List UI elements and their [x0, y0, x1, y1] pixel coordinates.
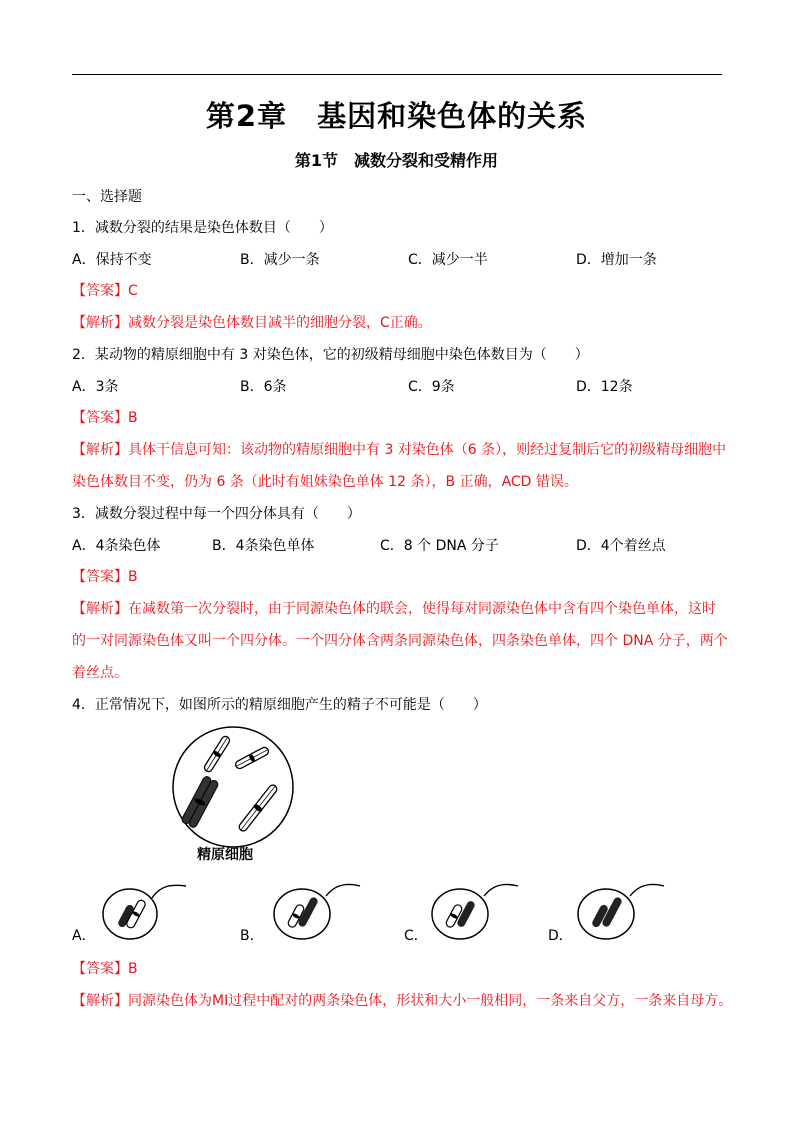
- question-4-stem: 4．正常情况下，如图所示的精原细胞产生的精子不可能是（ ）: [72, 697, 487, 713]
- chapter-title: 第2章 基因和染色体的关系: [205, 99, 588, 133]
- question-2-stem: 2．某动物的精原细胞中有 3 对染色体，它的初级精母细胞中染色体数目为（ ）: [72, 347, 589, 363]
- figure-caption: 精原细胞: [197, 847, 253, 863]
- header-rule: [72, 74, 722, 75]
- question-3-answer: 【答案】B: [72, 569, 138, 585]
- question-1-option-c: C．减少一半: [408, 252, 488, 268]
- question-1-option-d: D．增加一条: [576, 252, 657, 268]
- question-2-option-b: B．6条: [240, 379, 287, 395]
- question-4-answer: 【答案】B: [72, 961, 138, 977]
- question-2-option-c: C．9条: [408, 379, 455, 395]
- question-3-option-a: A．4条染色体: [72, 538, 161, 554]
- sperm-option-a-figure: [100, 880, 190, 942]
- sperm-option-d-figure: [574, 880, 666, 942]
- question-3-option-b: B．4条染色单体: [212, 538, 315, 554]
- question-1-answer: 【答案】C: [72, 283, 138, 299]
- question-4-option-b: B．: [240, 928, 264, 944]
- question-3-analysis-line-1: 【解析】在减数第一次分裂时，由于同源染色体的联会，使得每对同源染色体中含有四个染色单体，这时: [72, 601, 716, 617]
- question-3-option-c: C．8 个 DNA 分子: [380, 538, 499, 554]
- question-4-option-d: D．: [548, 928, 573, 944]
- question-4-option-c: C．: [404, 928, 428, 944]
- question-3-analysis-line-3: 着丝点。: [72, 665, 128, 681]
- question-1-analysis: 【解析】减数分裂是染色体数目减半的细胞分裂，C正确。: [72, 315, 432, 331]
- sperm-option-c-figure: [428, 880, 520, 942]
- question-4-option-a: A．: [72, 928, 96, 944]
- question-4-analysis: 【解析】同源染色体为MI过程中配对的两条染色体，形状和大小一般相同，一条来自父方，一条来自母方。: [72, 993, 733, 1009]
- section-title: 第1节 减数分裂和受精作用: [294, 151, 499, 170]
- question-3-option-d: D．4个着丝点: [576, 538, 666, 554]
- sperm-option-b-figure: [270, 880, 362, 942]
- question-2-answer: 【答案】B: [72, 410, 138, 426]
- question-3-stem: 3．减数分裂过程中每一个四分体具有（ ）: [72, 506, 361, 522]
- part-heading: 一、选择题: [72, 189, 142, 205]
- question-2-option-d: D．12条: [576, 379, 633, 395]
- question-3-analysis-line-2: 的一对同源染色体又叫一个四分体。一个四分体含两条同源染色体，四条染色单体，四个 DNA 分子，两个: [72, 633, 728, 649]
- question-2-analysis-line-2: 染色体数目不变，仍为 6 条（此时有姐妹染色单体 12 条），B 正确，ACD 错误。: [72, 474, 578, 490]
- question-2-analysis-line-1: 【解析】具体干信息可知：该动物的精原细胞中有 3 对染色体（6 条），则经过复制后它的初级精母细胞中: [72, 442, 727, 458]
- question-1-stem: 1．减数分裂的结果是染色体数目（ ）: [72, 220, 333, 236]
- question-1-option-a: A．保持不变: [72, 252, 152, 268]
- question-2-option-a: A．3条: [72, 379, 119, 395]
- question-1-option-b: B．减少一条: [240, 252, 320, 268]
